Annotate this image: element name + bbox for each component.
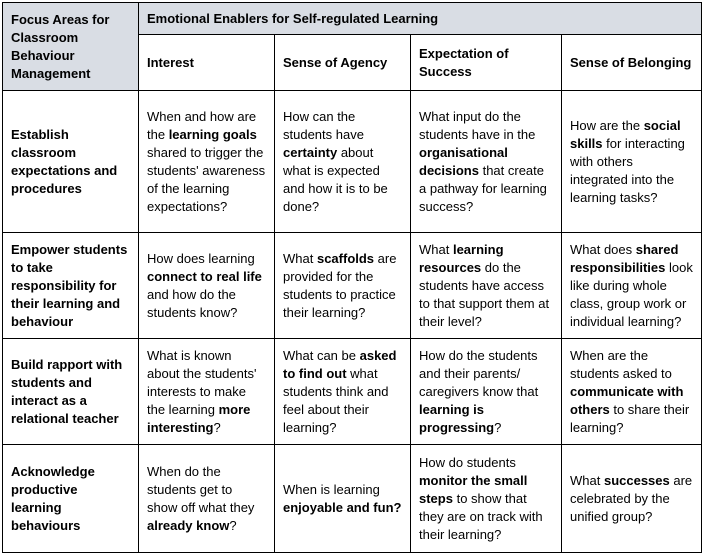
cell-text: What input do the students have in the <box>419 108 536 142</box>
focus-area-row-4: Acknowledge productive learning behaviours <box>3 445 139 553</box>
cell <box>139 233 275 339</box>
emphasis-text: more interesting <box>147 401 251 435</box>
emphasis-text: connect to real life <box>147 268 262 284</box>
cell <box>411 91 562 233</box>
cell-text: shared to trigger the students' awareness of the learning expectations? <box>147 144 266 214</box>
emphasis-text: monitor the small steps <box>419 472 528 506</box>
cell-text: What does <box>570 241 636 257</box>
cell <box>139 339 275 445</box>
emphasis-text: social skills <box>570 117 681 151</box>
emphasis-text: certainty <box>283 144 338 160</box>
cell-text: How does learning <box>147 250 255 266</box>
cell <box>275 233 411 339</box>
column-header-success: Expectation of Success <box>411 35 562 91</box>
cell-text: When are the students asked to <box>570 347 672 381</box>
cell-text: what students think and feel about their learning? <box>283 365 389 435</box>
emphasis-text: organisational decisions <box>419 144 508 178</box>
cell <box>275 91 411 233</box>
cell-text: do the students have access to that support them at their level? <box>419 259 550 329</box>
cell-text: What <box>283 250 317 266</box>
cell <box>562 339 702 445</box>
enablers-table <box>2 2 702 553</box>
focus-area-row-1: Establish classroom expectations and procedures <box>3 91 139 233</box>
column-header-belonging: Sense of Belonging <box>562 35 702 91</box>
emphasis-text: already know <box>147 517 230 533</box>
cell <box>411 233 562 339</box>
cell <box>562 445 702 553</box>
cell-text: ? <box>494 419 502 435</box>
cell-text: How do students <box>419 454 516 470</box>
cell-text: for interacting with others integrated into the learning tasks? <box>570 135 685 205</box>
focus-areas-header: Focus Areas for Classroom Behaviour Management <box>3 3 139 91</box>
cell-text: When is learning <box>283 481 380 497</box>
cell <box>411 445 562 553</box>
emphasis-text: communicate with others <box>570 383 684 417</box>
enablers-header: Emotional Enablers for Self-regulated Learning <box>139 3 702 35</box>
cell-text: How do the students and their parents/ caregivers know that <box>419 347 539 399</box>
cell-text: and how do the students know? <box>147 286 238 320</box>
emphasis-text: asked to find out <box>283 347 397 381</box>
emphasis-text: learning is progressing <box>419 401 495 435</box>
cell-text: When do the students get to show off what they <box>147 463 255 515</box>
column-header-agency: Sense of Agency <box>275 35 411 91</box>
cell-text: look like during whole class, group work or individual learning? <box>570 259 693 329</box>
cell-text: What can be <box>283 347 360 363</box>
emphasis-text: scaffolds <box>316 250 375 266</box>
cell-text: What <box>419 241 453 257</box>
cell-text: that create a pathway for learning success? <box>419 162 547 214</box>
emphasis-text: learning goals <box>168 126 257 142</box>
emphasis-text: enjoyable and fun? <box>283 499 402 515</box>
cell <box>562 91 702 233</box>
cell-text: are celebrated by the unified group? <box>570 472 693 524</box>
emphasis-text: successes <box>603 472 670 488</box>
emphasis-text: shared responsibilities <box>570 241 679 275</box>
cell-text: are provided for the students to practice their learning? <box>283 250 397 320</box>
cell-text: to show that they are on track with their learning? <box>419 490 543 542</box>
cell <box>275 445 411 553</box>
cell <box>411 339 562 445</box>
column-header-interest: Interest <box>139 35 275 91</box>
cell-text: How are the <box>570 117 644 133</box>
cell-text: What <box>570 472 604 488</box>
cell-text: to share their learning? <box>570 401 690 435</box>
cell-text: about what is expected and how it is to be done? <box>283 144 388 214</box>
cell-text: ? <box>213 419 221 435</box>
cell-text: How can the students have <box>283 108 364 142</box>
focus-area-row-2: Empower students to take responsibility for their learning and behaviour <box>3 233 139 339</box>
cell <box>139 445 275 553</box>
cell <box>562 233 702 339</box>
cell <box>275 339 411 445</box>
emphasis-text: learning resources <box>419 241 504 275</box>
cell-text: When and how are the <box>147 108 257 142</box>
cell-text: ? <box>229 517 237 533</box>
focus-area-row-3: Build rapport with students and interact as a relational teacher <box>3 339 139 445</box>
cell-text: What is known about the students' interests to make the learning <box>147 347 257 417</box>
cell <box>139 91 275 233</box>
